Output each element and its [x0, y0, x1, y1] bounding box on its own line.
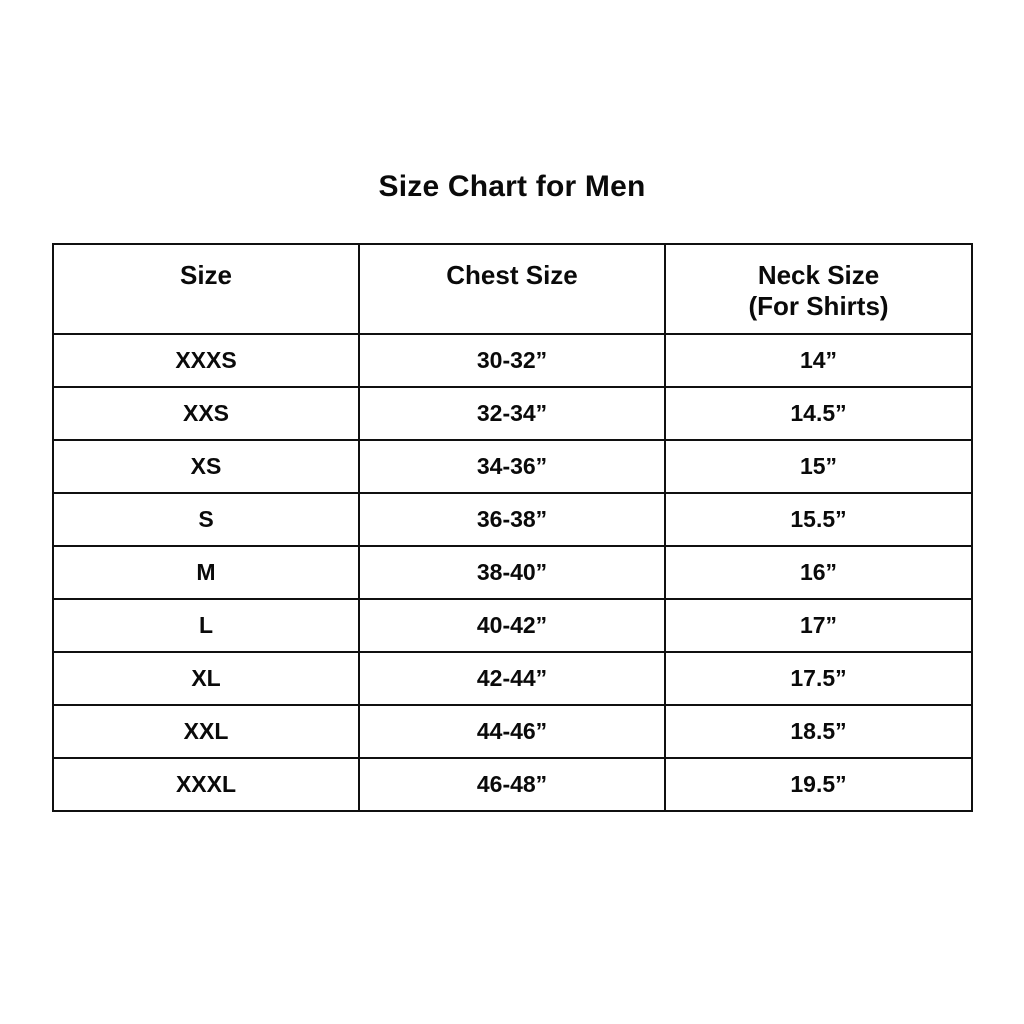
chest-size-cell: 30-32”: [359, 334, 665, 387]
size-cell: L: [53, 599, 359, 652]
size-cell: XXL: [53, 705, 359, 758]
size-cell: M: [53, 546, 359, 599]
table-row: [53, 493, 972, 546]
size-cell: XXS: [53, 387, 359, 440]
column-header-chest-size-label: Chest Size: [446, 260, 578, 290]
neck-size-cell: 19.5”: [665, 758, 972, 811]
table-row: [53, 334, 972, 387]
column-header-size-label: Size: [179, 260, 233, 290]
chest-size-cell: 40-42”: [359, 599, 665, 652]
neck-size-cell: 17.5”: [665, 652, 972, 705]
neck-size-cell: 14”: [665, 334, 972, 387]
neck-size-cell: 16”: [665, 546, 972, 599]
neck-size-cell: 14.5”: [665, 387, 972, 440]
size-cell: XXXL: [53, 758, 359, 811]
column-header-size: [53, 244, 359, 334]
table-row: [53, 387, 972, 440]
table-row: [53, 599, 972, 652]
table-row: [53, 758, 972, 811]
size-cell: XS: [53, 440, 359, 493]
table-header-row: [53, 244, 972, 334]
chest-size-cell: 44-46”: [359, 705, 665, 758]
size-chart-table: [52, 243, 973, 812]
table-row: [53, 546, 972, 599]
chest-size-cell: 46-48”: [359, 758, 665, 811]
page-title: Size Chart for Men: [378, 170, 646, 203]
neck-size-cell: 17”: [665, 599, 972, 652]
neck-size-cell: 15.5”: [665, 493, 972, 546]
size-cell: XL: [53, 652, 359, 705]
chest-size-cell: 34-36”: [359, 440, 665, 493]
neck-size-cell: 18.5”: [665, 705, 972, 758]
column-header-neck-size-sublabel: (For Shirts): [748, 291, 889, 321]
column-header-neck-size: [665, 244, 972, 334]
neck-size-cell: 15”: [665, 440, 972, 493]
column-header-chest-size: [359, 244, 665, 334]
chest-size-cell: 42-44”: [359, 652, 665, 705]
size-cell: XXXS: [53, 334, 359, 387]
chest-size-cell: 36-38”: [359, 493, 665, 546]
size-cell: S: [53, 493, 359, 546]
chest-size-cell: 32-34”: [359, 387, 665, 440]
table-row: [53, 705, 972, 758]
table-row: [53, 440, 972, 493]
column-header-neck-size-label: Neck Size: [757, 260, 880, 290]
chest-size-cell: 38-40”: [359, 546, 665, 599]
table-row: [53, 652, 972, 705]
